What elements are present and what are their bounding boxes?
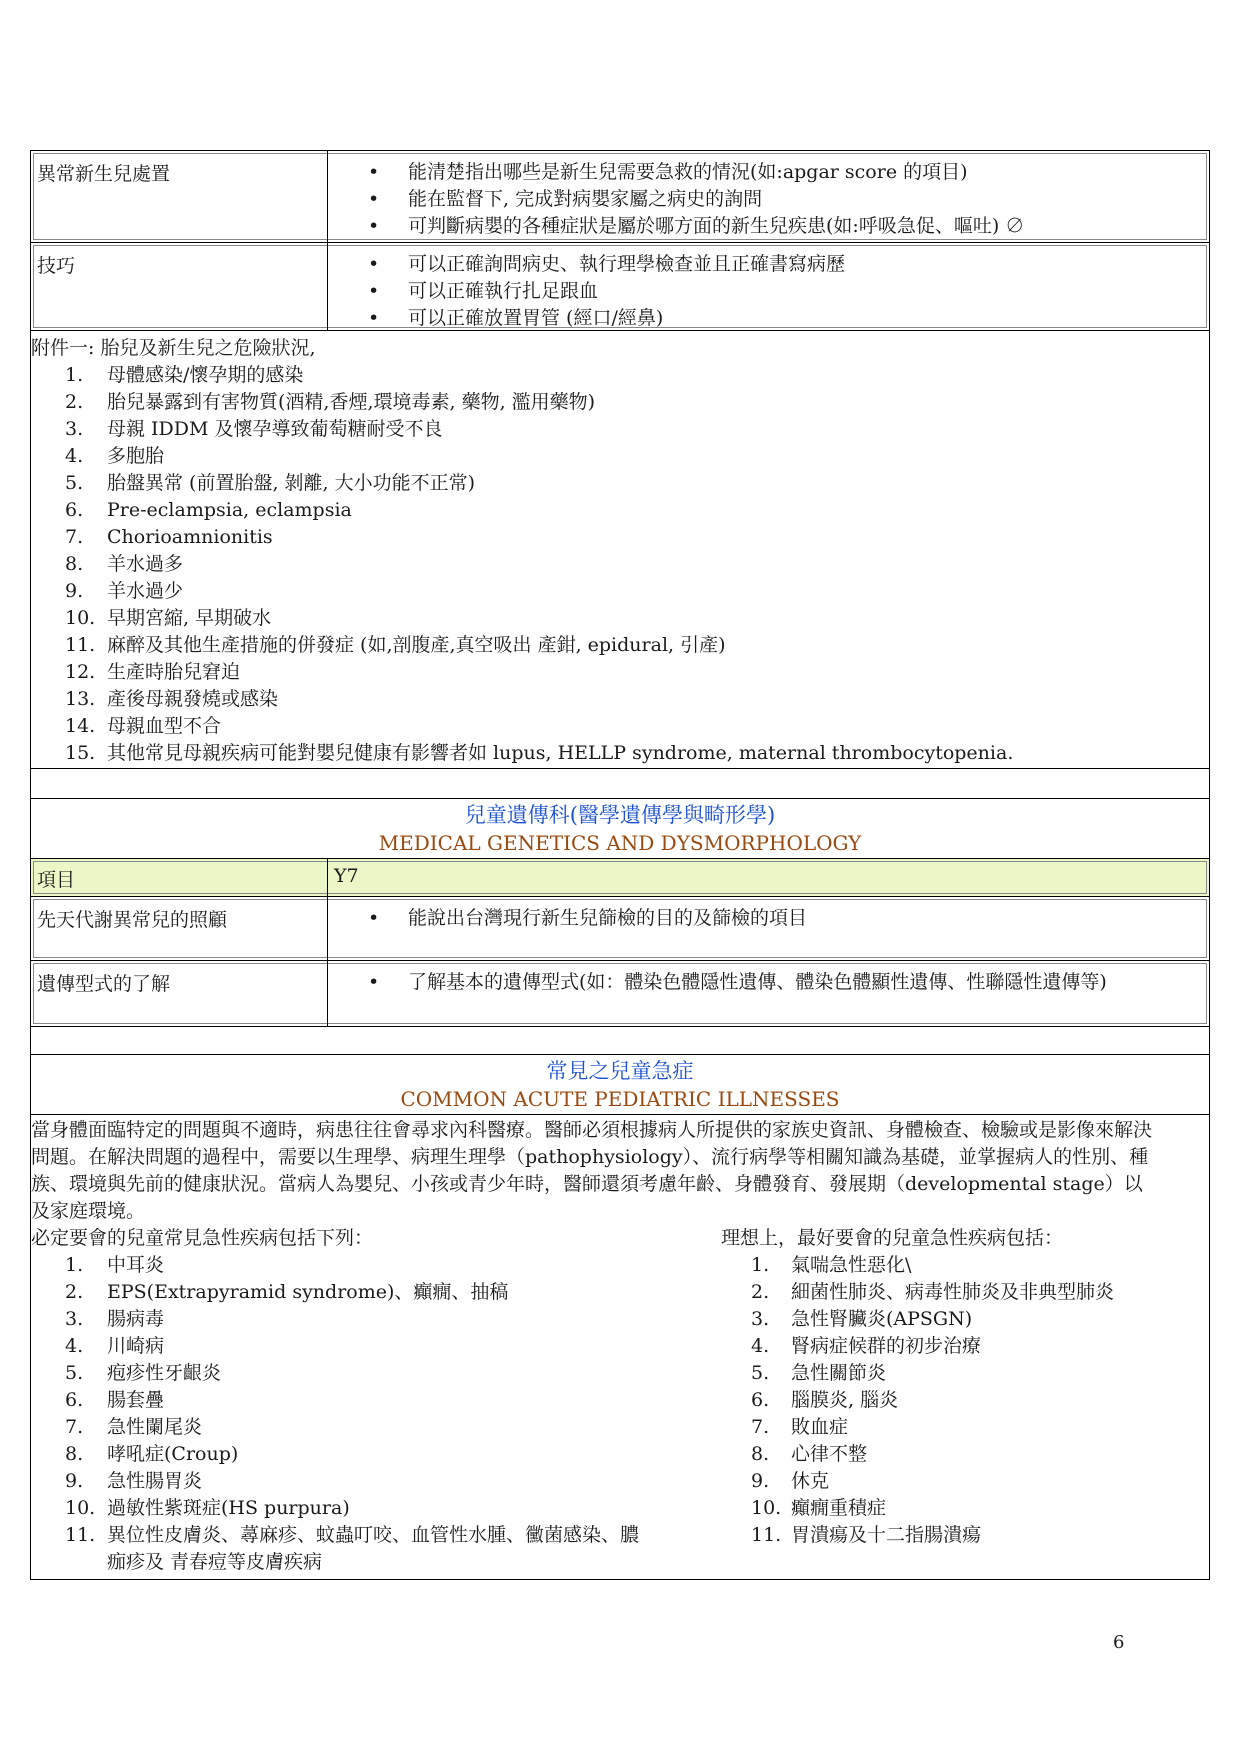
acute-section bbox=[31, 1115, 1209, 1579]
list-item: 1. 母體感染/懷孕期的感染 bbox=[65, 364, 304, 386]
list-item: 10. 癲癇重積症 bbox=[751, 1497, 887, 1519]
list-item: 15. 其他常見母親疾病可能對嬰兒健康有影響者如 lupus, HELLP syndrome, maternal thrombocytopenia. bbox=[65, 742, 1014, 764]
ideal-list bbox=[721, 1252, 1201, 1549]
table-row bbox=[31, 961, 1209, 1027]
required-column bbox=[31, 1225, 711, 1576]
row-label: 遺傳型式的了解 bbox=[37, 973, 171, 995]
ideal-column bbox=[721, 1225, 1201, 1549]
bullet-item: • 可以正確放置胃管 (經口/經鼻) bbox=[368, 305, 1169, 332]
bullet-list bbox=[368, 905, 1169, 932]
list-item: 5. 疱疹性牙齦炎 bbox=[65, 1362, 222, 1384]
list-item: 9. 休克 bbox=[751, 1470, 830, 1492]
list-item: 7. Chorioamnionitis bbox=[65, 526, 273, 548]
list-item: 4. 多胞胎 bbox=[65, 445, 165, 467]
list-item: 6. Pre-eclampsia, eclampsia bbox=[65, 499, 352, 521]
ideal-title: 理想上，最好要會的兒童急性疾病包括： bbox=[721, 1227, 1064, 1249]
required-title: 必定要會的兒童常見急性疾病包括下列： bbox=[31, 1227, 374, 1249]
intro-paragraph: 當身體面臨特定的問題與不適時，病患往往會尋求內科醫療。醫師必須根據病人所提供的家族史資訊、身體檢查、檢驗或是影像來解決問題。在解決問題的過程中，需要以生理學、病理生理學（pathophysiology）、流行病學等相關知識為基礎，並掌握病人的性別、種族、環境與先前的健康狀況。當病人為嬰兒、小孩或青少年時，醫師還須考慮年齡、身體發育、發展期（developmental stage）以及家庭環境。 bbox=[31, 1119, 1153, 1222]
row-label: 技巧 bbox=[37, 255, 76, 277]
bullet-list bbox=[368, 251, 1169, 332]
bullet-item: • 能清楚指出哪些是新生兒需要急救的情況(如:apgar score 的項目) bbox=[368, 159, 1169, 186]
list-item: 6. 腸套疊 bbox=[65, 1389, 165, 1411]
table-header-row bbox=[31, 859, 1209, 897]
section-title-en: MEDICAL GENETICS AND DYSMORPHOLOGY bbox=[378, 831, 862, 855]
list-item: 2. 胎兒暴露到有害物質(酒精,香煙,環境毒素, 藥物, 濫用藥物) bbox=[65, 391, 596, 413]
list-item: 8. 心律不整 bbox=[751, 1443, 868, 1465]
list-item: 6. 腦膜炎, 腦炎 bbox=[751, 1389, 899, 1411]
list-item: 13. 產後母親發燒或感染 bbox=[65, 688, 279, 710]
appendix-section bbox=[31, 331, 1209, 769]
row-label: 異常新生兒處置 bbox=[37, 163, 171, 185]
header-label: 項目 bbox=[37, 869, 76, 891]
table-row bbox=[31, 151, 1209, 243]
list-item: 2. 細菌性肺炎、病毒性肺炎及非典型肺炎 bbox=[751, 1281, 1115, 1303]
bullet-list bbox=[368, 969, 1149, 996]
spacer-row bbox=[31, 1027, 1209, 1055]
list-item: 1. 氣喘急性惡化\ bbox=[751, 1254, 912, 1276]
list-item: 11. 胃潰瘍及十二指腸潰瘍 bbox=[751, 1524, 982, 1546]
list-item: 14. 母親血型不合 bbox=[65, 715, 222, 737]
list-item: 9. 急性腸胃炎 bbox=[65, 1470, 203, 1492]
required-list bbox=[31, 1252, 711, 1576]
table-row bbox=[31, 897, 1209, 961]
bullet-item: • 了解基本的遺傳型式(如：體染色體隱性遺傳、體染色體顯性遺傳、性聯隱性遺傳等) bbox=[368, 969, 1149, 996]
list-item: 8. 哮吼症(Croup) bbox=[65, 1443, 239, 1465]
bullet-list bbox=[368, 159, 1169, 240]
list-item: 2. EPS(Extrapyramid syndrome)、癲癇、抽稿 bbox=[65, 1281, 509, 1303]
page-frame bbox=[30, 150, 1210, 1580]
list-item: 11. 異位性皮膚炎、蕁麻疹、蚊蟲叮咬、血管性水腫、黴菌感染、膿痂疹及 青春痘等皮膚疾病 bbox=[65, 1524, 640, 1573]
list-item: 3. 腸病毒 bbox=[65, 1308, 165, 1330]
appendix-title: 附件一: 胎兒及新生兒之危險狀況, bbox=[31, 337, 316, 359]
year-label: Y7 bbox=[334, 865, 359, 887]
list-item: 3. 母親 IDDM 及懷孕導致葡萄糖耐受不良 bbox=[65, 418, 443, 440]
spacer-row bbox=[31, 769, 1209, 799]
bullet-item: • 可以正確執行扎足跟血 bbox=[368, 278, 1169, 305]
section-heading bbox=[31, 799, 1209, 859]
bullet-item: • 能在監督下, 完成對病嬰家屬之病史的詢問 bbox=[368, 186, 1169, 213]
list-item: 7. 急性闌尾炎 bbox=[65, 1416, 203, 1438]
list-item: 4. 川崎病 bbox=[65, 1335, 165, 1357]
list-item: 10. 早期宮縮, 早期破水 bbox=[65, 607, 272, 629]
list-item: 3. 急性腎臟炎(APSGN) bbox=[751, 1308, 973, 1330]
list-item: 5. 胎盤異常 (前置胎盤, 剝離, 大小功能不正常) bbox=[65, 472, 476, 494]
bullet-item: • 可以正確詢問病史、執行理學檢查並且正確書寫病歷 bbox=[368, 251, 1169, 278]
list-item: 7. 敗血症 bbox=[751, 1416, 849, 1438]
section-title-zh: 常見之兒童急症 bbox=[546, 1059, 694, 1083]
row-label: 先天代謝異常兒的照顧 bbox=[37, 909, 228, 931]
list-item: 12. 生產時胎兒窘迫 bbox=[65, 661, 241, 683]
list-item: 4. 腎病症候群的初步治療 bbox=[751, 1335, 982, 1357]
list-item: 1. 中耳炎 bbox=[65, 1254, 165, 1276]
list-item: 10. 過敏性紫斑症(HS purpura) bbox=[65, 1497, 350, 1519]
appendix-list bbox=[31, 362, 1209, 767]
list-item: 11. 麻醉及其他生產措施的併發症 (如,剖腹產,真空吸出 產鉗, epidural, 引產) bbox=[65, 634, 726, 656]
list-item: 9. 羊水過少 bbox=[65, 580, 184, 602]
table-row bbox=[31, 243, 1209, 331]
section-title-zh: 兒童遺傳科(醫學遺傳學與畸形學) bbox=[464, 803, 776, 827]
section-heading bbox=[31, 1055, 1209, 1115]
bullet-item: • 可判斷病嬰的各種症狀是屬於哪方面的新生兒疾患(如:呼吸急促、嘔吐) ∅ bbox=[368, 213, 1169, 240]
bullet-item: • 能說出台灣現行新生兒篩檢的目的及篩檢的項目 bbox=[368, 905, 1169, 932]
page-number: 6 bbox=[1113, 1632, 1125, 1653]
list-item: 5. 急性關節炎 bbox=[751, 1362, 887, 1384]
section-title-en: COMMON ACUTE PEDIATRIC ILLNESSES bbox=[400, 1087, 840, 1111]
list-item: 8. 羊水過多 bbox=[65, 553, 184, 575]
